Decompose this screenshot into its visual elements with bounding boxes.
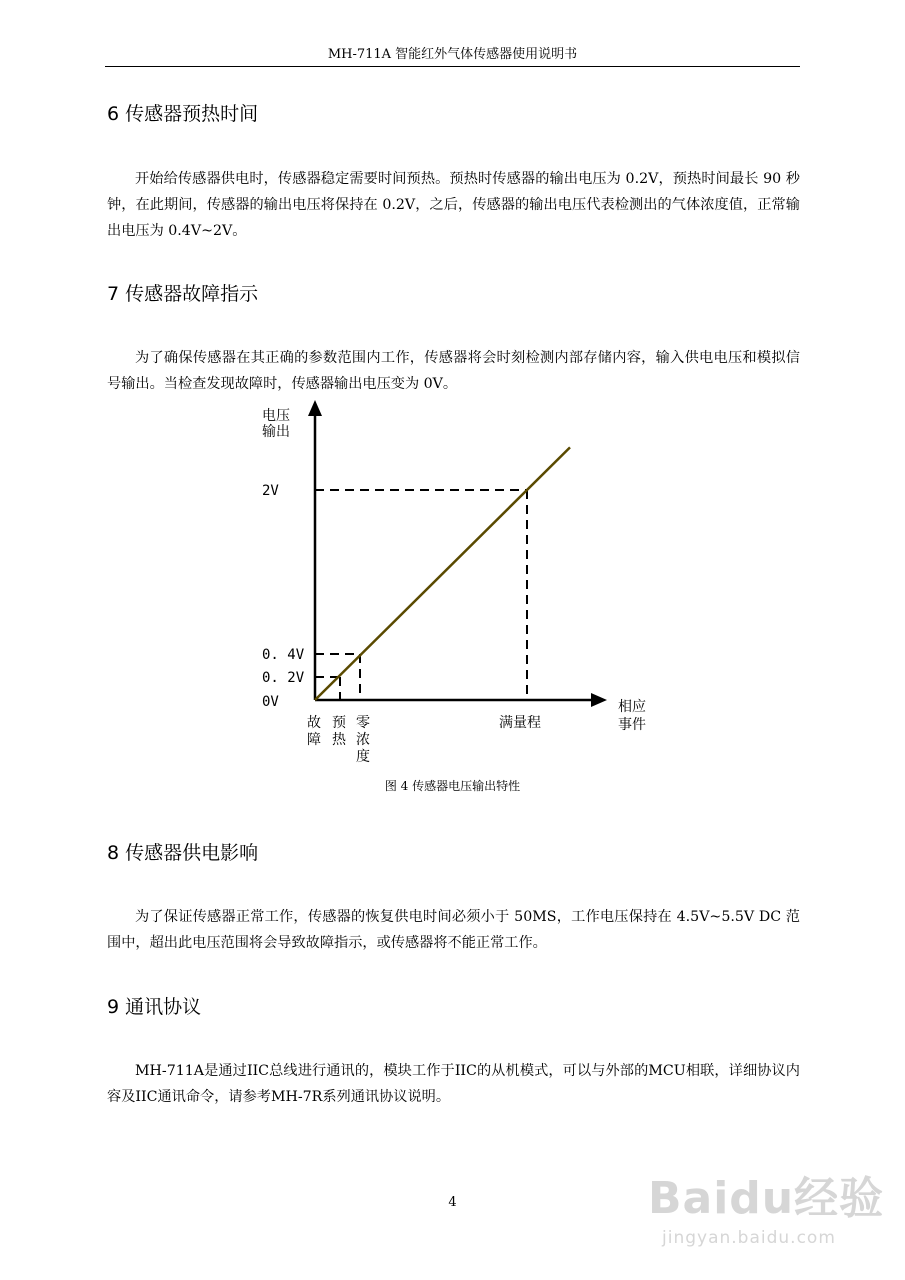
section-9-heading: 9 通讯协议 [107, 996, 202, 1018]
section-7-heading: 7 传感器故障指示 [107, 283, 259, 305]
x-tick-label-fault-1: 障 [307, 732, 321, 748]
x-axis-label-line1: 相应 [618, 699, 646, 715]
y-axis-label-line1: 电压 [262, 408, 290, 424]
x-tick-label-full-0: 满量程 [499, 715, 541, 731]
y-tick-label-0: 0V [262, 694, 279, 710]
watermark-url: jingyan.baidu.com [662, 1228, 836, 1248]
section-8-paragraph: 为了保证传感器正常工作，传感器的恢复供电时间必须小于 50MS，工作电压保持在 4.5V~5.5V DC 范围中，超出此电压范围将会导致故障指示，或传感器将不能正常工作。 [107, 909, 800, 951]
series-line-voltage [315, 447, 570, 700]
y-tick-label-3: 2V [262, 483, 279, 499]
section-9-paragraph: MH-711A是通过IIC总线进行通讯的，模块工作于IIC的从机模式，可以与外部的MCU相联，详细协议内容及IIC通讯命令，请参考MH-7R系列通讯协议说明。 [107, 1063, 800, 1105]
y-axis-arrow [308, 400, 322, 416]
x-tick-label-zero-1: 浓 [356, 732, 370, 748]
section-6-heading: 6 传感器预热时间 [107, 103, 259, 125]
x-axis-arrow [591, 693, 607, 707]
x-axis-label-line2: 事件 [618, 717, 646, 733]
y-axis-label-line2: 输出 [262, 424, 290, 440]
baidu-watermark [640, 1140, 890, 1265]
x-tick-label-zero-0: 零 [356, 715, 370, 731]
section-7-paragraph: 为了确保传感器在其正确的参数范围内工作，传感器将会时刻检测内部存储内容，输入供电电压和模拟信号输出。当检查发现故障时，传感器输出电压变为 0V。 [107, 350, 800, 392]
figure-caption: 图 4 传感器电压输出特性 [384, 779, 521, 793]
section-8-heading: 8 传感器供电影响 [107, 842, 259, 864]
x-tick-label-preheat-0: 预 [332, 715, 346, 731]
y-tick-label-2: 0. 4V [262, 647, 305, 663]
section-6-paragraph: 开始给传感器供电时，传感器稳定需要时间预热。预热时传感器的输出电压为 0.2V，预热时间最长 90 秒钟，在此期间，传感器的输出电压将保持在 0.2V，之后，传感器的输出电压代表检测出的气体浓度值，正常输出电压为 0.4V~2V。 [107, 171, 800, 239]
watermark-logo: Baidu经验 [648, 1173, 885, 1224]
page-header: MH-711A 智能红外气体传感器使用说明书 [327, 47, 578, 62]
x-tick-label-preheat-1: 热 [332, 732, 346, 748]
x-tick-label-fault-0: 故 [307, 715, 321, 731]
y-tick-label-1: 0. 2V [262, 670, 305, 686]
page-number: 4 [448, 1195, 457, 1210]
x-tick-label-zero-2: 度 [356, 749, 370, 765]
